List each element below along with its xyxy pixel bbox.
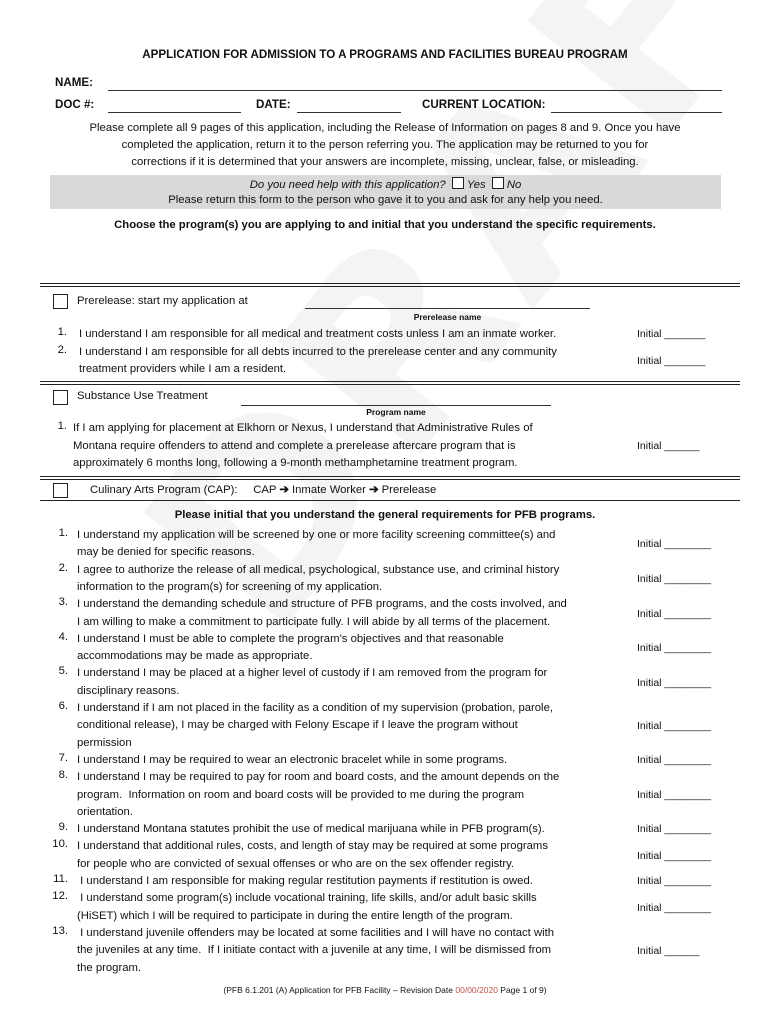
substance-program-name-caption: Program name [366, 407, 426, 417]
initial-field[interactable]: Initial ______ [637, 944, 700, 957]
initial-field[interactable]: Initial _______ [637, 327, 706, 340]
page-footer [0, 985, 770, 995]
requirement-text: I understand I am responsible for making regular restitution payments if restitution is owed. [77, 875, 533, 887]
item-number: 12. [52, 890, 68, 903]
help-yes-label: Yes [466, 179, 486, 191]
item-number: 9. [58, 821, 68, 834]
requirement-text: program. Information on room and board costs will be provided to me during the program [77, 788, 525, 801]
initial-field[interactable]: Initial ________ [637, 849, 712, 862]
footer-prefix: (PFB 6.1.201 (A) Application for PFB Facility – Revision Date [223, 985, 456, 995]
item-number: 5. [58, 665, 68, 678]
culinary-arts-label: Culinary Arts Program (CAP): [90, 484, 238, 496]
form-title: APPLICATION FOR ADMISSION TO A PROGRAMS AND FACILITIES BUREAU PROGRAM [142, 48, 628, 61]
requirement-text: If I am applying for placement at Elkhorn or Nexus, I understand that Administrative Rules of [73, 422, 533, 434]
date-label: DATE: [256, 98, 291, 111]
culinary-arts-row [90, 482, 436, 499]
instructions-line-3: corrections if it is determined that your answers are incomplete, missing, unclear, false, or misleading. [131, 156, 639, 168]
requirement-text: I understand I may be required to pay for room and board costs, and the amount depends on the [77, 771, 560, 784]
initial-field[interactable]: Initial ________ [637, 572, 712, 585]
item-number: 1. [57, 326, 67, 338]
arrow-right-icon: ➔ [369, 484, 379, 496]
item-number: 2. [58, 561, 68, 574]
current-location-label: CURRENT LOCATION: [422, 98, 546, 111]
initial-field[interactable]: Initial ________ [637, 789, 712, 802]
doc-label: DOC #: [55, 98, 95, 111]
requirement-text: I understand that additional rules, costs, and length of stay may be required at some programs [77, 840, 548, 853]
initial-field[interactable]: Initial ______ [637, 440, 700, 453]
choose-program-heading: Choose the program(s) you are applying to and initial that you understand the specific requirements. [114, 219, 656, 231]
name-field[interactable] [108, 90, 722, 91]
section-divider [40, 283, 740, 284]
culinary-path-step: CAP [253, 484, 277, 496]
arrow-right-icon: ➔ [279, 484, 289, 496]
section-divider [40, 384, 740, 385]
name-label: NAME: [55, 76, 93, 89]
footer-suffix: Page 1 of 9) [497, 985, 547, 995]
item-number: 11. [53, 873, 68, 885]
section-divider [40, 286, 740, 287]
help-question-row [50, 177, 721, 191]
help-no-label: No [506, 179, 522, 191]
section-divider [40, 381, 740, 382]
requirement-text: I understand I am responsible for all medical and treatment costs unless I am an inmate worker. [79, 328, 557, 340]
date-field[interactable] [297, 112, 401, 113]
prerelease-name-field[interactable] [305, 308, 590, 309]
requirement-text: for people who are convicted of sexual offenses or who are on the sex offender registry. [77, 857, 515, 870]
help-yes-checkbox[interactable] [452, 177, 464, 189]
section-divider [40, 476, 740, 477]
culinary-arts-checkbox[interactable] [53, 483, 68, 498]
item-number: 2. [57, 343, 67, 356]
help-no-checkbox[interactable] [492, 177, 504, 189]
substance-use-checkbox[interactable] [53, 390, 68, 405]
requirement-text: information to the program(s) for screening of my application. [77, 580, 383, 593]
initial-field[interactable]: Initial ________ [637, 874, 712, 887]
requirement-text: I understand I may be placed at a higher level of custody if I am removed from the program for [77, 667, 548, 680]
requirement-text: orientation. [77, 805, 133, 818]
substance-program-name-field[interactable] [241, 405, 551, 406]
current-location-field[interactable] [551, 112, 722, 113]
requirement-text: I agree to authorize the release of all medical, psychological, substance use, and criminal history [77, 563, 560, 576]
requirement-text: I understand juvenile offenders may be located at some facilities and I will have no contact with [77, 926, 555, 939]
item-number: 13. [52, 924, 68, 937]
initial-field[interactable]: Initial ________ [637, 642, 712, 655]
section-divider [40, 479, 740, 480]
initial-field[interactable]: Initial ________ [637, 901, 712, 914]
requirement-text: I understand Montana statutes prohibit the use of medical marijuana while in PFB program(s). [77, 823, 545, 836]
initial-field[interactable]: Initial ________ [637, 753, 712, 766]
culinary-path-step: Prerelease [381, 484, 437, 496]
requirement-text: accommodations may be made as appropriate. [77, 650, 313, 663]
requirement-text: the program. [77, 961, 142, 974]
prerelease-checkbox[interactable] [53, 294, 68, 309]
revision-date: 00/00/2020 [455, 985, 498, 995]
item-number: 7. [58, 751, 68, 764]
requirement-text: (HiSET) which I will be required to participate in during the entire length of the program. [77, 909, 513, 922]
initial-field[interactable]: Initial ________ [637, 538, 712, 551]
prerelease-label: Prerelease: start my application at [77, 295, 248, 307]
requirement-text: I understand some program(s) include vocational training, life skills, and/or adult basic skills [77, 892, 537, 905]
item-number: 8. [58, 769, 68, 782]
requirement-text: I understand the demanding schedule and structure of PFB programs, and the costs involved, and [77, 598, 567, 611]
initial-field[interactable]: Initial ________ [637, 607, 712, 620]
requirement-text: I understand I am responsible for all debts incurred to the prerelease center and any community [79, 345, 557, 358]
general-requirements-heading: Please initial that you understand the general requirements for PFB programs. [174, 509, 596, 521]
help-note: Please return this form to the person who gave it to you and ask for any help you need. [168, 194, 603, 206]
requirement-text: I understand my application will be screened by one or more facility screening committee(s) and [77, 529, 556, 541]
item-number: 1. [57, 420, 67, 432]
item-number: 4. [58, 630, 68, 643]
initial-field[interactable]: Initial ________ [637, 676, 712, 689]
initial-field[interactable]: Initial _______ [637, 355, 706, 367]
instructions-line-2: completed the application, return it to the person referring you. The application may be returned to you for [121, 139, 649, 151]
prerelease-name-caption: Prerelease name [413, 312, 482, 322]
requirement-text: treatment providers while I am a resident. [79, 363, 287, 375]
substance-use-label: Substance Use Treatment [77, 390, 208, 402]
doc-number-field[interactable] [108, 112, 241, 113]
requirement-text: approximately 6 months long, following a 9-month methamphetamine treatment program. [73, 457, 518, 469]
instructions-line-1: Please complete all 9 pages of this application, including the Release of Information on pages 8 and 9. Once you have [89, 122, 681, 134]
culinary-path-step: Inmate Worker [292, 484, 366, 496]
section-divider [40, 500, 740, 501]
requirement-text: Montana require offenders to attend and complete a prerelease aftercare program that is [73, 439, 516, 452]
requirement-text: permission [77, 736, 132, 749]
requirement-text: I understand I may be required to wear an electronic bracelet while in some programs. [77, 753, 508, 766]
item-number: 3. [58, 596, 68, 609]
item-number: 1. [58, 527, 68, 539]
requirement-text: the juveniles at any time. If I initiate contact with a juvenile at any time, I will be dismissed from [77, 944, 552, 957]
requirement-text: I understand if I am not placed in the facility as a condition of my supervision (probation, parole, [77, 702, 553, 714]
requirement-text: may be denied for specific reasons. [77, 546, 255, 559]
initial-field[interactable]: Initial ________ [637, 822, 712, 835]
help-box [50, 175, 721, 209]
item-number: 6. [58, 700, 68, 712]
item-number: 10. [52, 838, 68, 851]
requirement-text: conditional release), I may be charged with Felony Escape if I leave the program without [77, 719, 518, 732]
requirement-text: disciplinary reasons. [77, 684, 180, 697]
requirement-text: I am willing to make a commitment to participate fully. I will abide by all terms of the placement. [77, 615, 551, 628]
requirement-text: I understand I must be able to complete the program’s objectives and that reasonable [77, 632, 504, 645]
help-question: Do you need help with this application? [249, 179, 446, 191]
initial-field[interactable]: Initial ________ [637, 719, 712, 732]
